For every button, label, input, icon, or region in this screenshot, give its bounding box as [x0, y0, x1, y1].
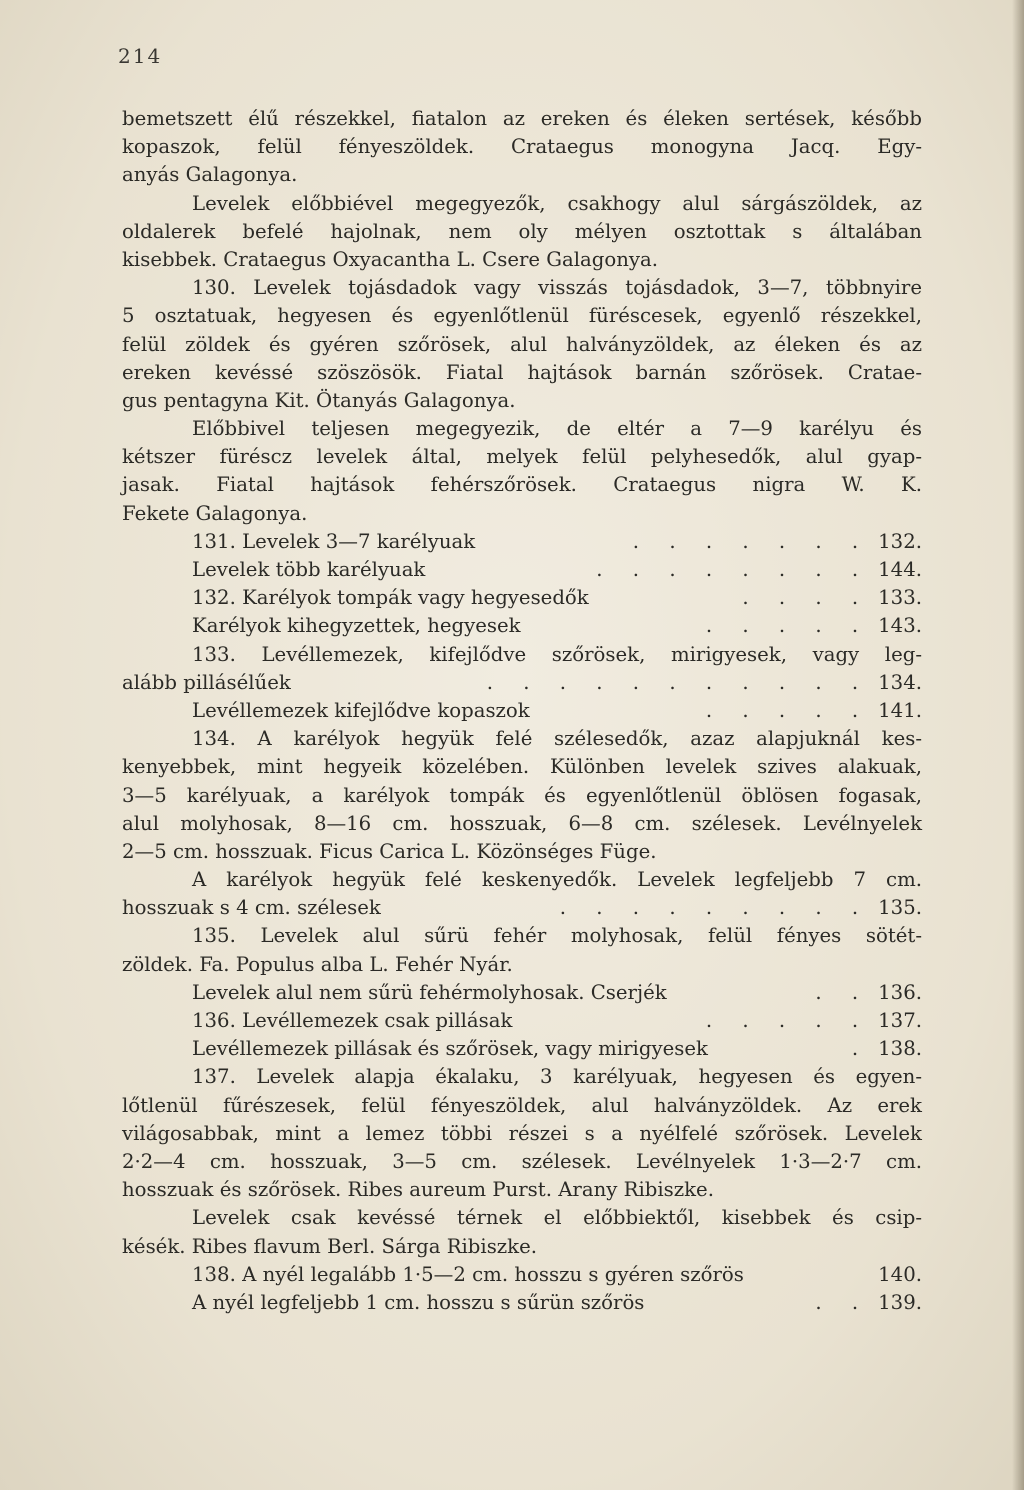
text-line: lőtlenül fűrészesek, felül fényeszöldek, alul halványzöldek. Az erek [122, 1093, 922, 1117]
key-entry-reference: 136. [878, 980, 922, 1004]
key-entry [122, 612, 922, 640]
key-entry-label: Levéllemezek pillásak és szőrösek, vagy mirigyesek [192, 1037, 708, 1061]
text-line: alul molyhosak, 8—16 cm. hosszuak, 6—8 cm. szélesek. Levélnyelek [122, 811, 922, 835]
text-line: kenyebbek, mint hegyeik közelében. Különben levelek szives alakuak, [122, 755, 922, 779]
key-entry-leader-dots: . . . . . [705, 1009, 871, 1032]
text-line: kisebbek. Crataegus Oxyacantha L. Csere Galagonya. [122, 247, 659, 271]
key-entry-leader-dots: . . . . . [705, 698, 871, 722]
key-entry-leader-dots: . . . . [742, 586, 871, 610]
key-entry-label: 132. Karélyok tompák vagy hegyesedők [192, 586, 589, 610]
key-entry [122, 1261, 922, 1289]
page-edge-shadow [1012, 0, 1024, 1490]
key-entry [122, 979, 922, 1007]
text-line: Levelek csak kevéssé térnek el előbbiektől, kisebbek és csip- [192, 1206, 922, 1230]
key-entry-leader-dots: . . . . . . . . [596, 558, 871, 581]
text-line: A karélyok hegyük felé keskenyedők. Levelek legfeljebb 7 cm. [192, 868, 922, 892]
key-entry-reference: 133. [878, 586, 922, 610]
text-line: 137. Levelek alapja ékalaku, 3 karélyuak, hegyesen és egyen- [192, 1065, 922, 1089]
key-entry-reference: 140. [878, 1262, 922, 1286]
page-number: 214 [118, 44, 163, 68]
key-entry-leader-dots: . . [815, 980, 871, 1004]
key-entry-leader-dots: . . . . . . . . . . . [486, 670, 871, 694]
text-line: 5 osztatuak, hegyesen és egyenlőtlenül füréscesek, egyenlő részekkel, [122, 304, 922, 328]
text-line: 135. Levelek alul sűrü fehér molyhosak, felül fényes sötét- [192, 924, 922, 948]
text-line: 134. A karélyok hegyük felé szélesedők, azaz alapjuknál kes- [192, 727, 922, 751]
key-entry-reference: 137. [878, 1009, 922, 1032]
text-line: kétszer füréscz levelek által, melyek felül pelyhesedők, alul gyap- [122, 445, 922, 469]
key-entry-leader-dots: . [851, 1037, 871, 1061]
key-entry-label: Levéllemezek kifejlődve kopaszok [192, 698, 530, 722]
text-line: 130. Levelek tojásdadok vagy visszás tojásdadok, 3—7, többnyire [192, 276, 922, 300]
text-line: Előbbivel teljesen megegyezik, de eltér a 7—9 karélyu és [192, 417, 922, 441]
page-body-text [122, 105, 922, 1317]
key-entry-reference: 139. [878, 1290, 922, 1314]
text-line: gus pentagyna Kit. Ötanyás Galagonya. [122, 388, 516, 412]
text-line: bemetszett élű részekkel, fiatalon az ereken és éleken sertések, később [122, 107, 922, 130]
key-entry-leader-dots [744, 1261, 878, 1289]
text-line: 2·2—4 cm. hosszuak, 3—5 cm. szélesek. Levélnyelek 1·3—2·7 cm. [122, 1149, 922, 1173]
text-line: kopaszok, felül fényeszöldek. Crataegus monogyna Jacq. Egy- [122, 135, 922, 159]
text-line: ereken kevéssé szöszösök. Fiatal hajtások barnán szőrösek. Cratae- [122, 360, 922, 384]
text-line: késék. Ribes flavum Berl. Sárga Ribiszke. [122, 1234, 538, 1258]
key-entry [122, 528, 922, 556]
text-line: hosszuak és szőrösek. Ribes aureum Purst. Arany Ribiszke. [122, 1178, 714, 1202]
key-entry-label: Karélyok kihegyzettek, hegyesek [192, 614, 521, 638]
key-entry [122, 556, 922, 584]
key-entry-reference: 134. [878, 670, 922, 694]
text-line: világosabbak, mint a lemez többi részei s a nyélfelé szőrösek. Levelek [122, 1121, 922, 1145]
key-entry-reference: 132. [878, 529, 922, 553]
key-entry-label: 131. Levelek 3—7 karélyuak [192, 529, 476, 553]
key-entry-reference: 135. [878, 896, 922, 920]
key-entry-leader-dots: . . . . . [705, 614, 871, 638]
text-line: 133. Levéllemezek, kifejlődve szőrösek, mirigyesek, vagy leg- [192, 642, 922, 666]
key-entry [122, 669, 922, 697]
key-entry [122, 584, 922, 612]
key-entry-leader-dots: . . [815, 1290, 871, 1314]
text-line: zöldek. Fa. Populus alba L. Fehér Nyár. [122, 952, 513, 976]
key-entry-label: 138. A nyél legalább 1·5—2 cm. hosszu s gyéren szőrös [192, 1262, 744, 1286]
text-line: Levelek előbbiével megegyezők, csakhogy alul sárgászöldek, az [192, 191, 922, 215]
key-entry-label: Levelek alul nem sűrü fehérmolyhosak. Cserjék [192, 980, 667, 1004]
key-entry-leader-dots: . . . . . . . [632, 529, 871, 553]
key-entry-reference: 143. [878, 614, 922, 638]
key-entry-label: A nyél legfeljebb 1 cm. hosszu s sűrün szőrös [192, 1290, 645, 1314]
key-entry [122, 697, 922, 725]
key-entry-leader-dots: . . . . . . . . . [559, 896, 871, 920]
key-entry-reference: 138. [878, 1037, 922, 1061]
text-line: 3—5 karélyuak, a karélyok tompák és egyenlőtlenül öblösen fogasak, [122, 783, 922, 807]
key-entry-reference: 144. [878, 558, 922, 581]
key-entry-label: alább pillásélűek [122, 670, 291, 694]
text-line: Fekete Galagonya. [122, 501, 308, 525]
key-entry [122, 1035, 922, 1063]
text-line: jasak. Fiatal hajtások fehérszőrösek. Crataegus nigra W. K. [122, 473, 922, 497]
text-line: anyás Galagonya. [122, 163, 298, 187]
key-entry-label: Levelek több karélyuak [192, 558, 426, 581]
key-entry-reference: 141. [878, 698, 922, 722]
key-entry-label: 136. Levéllemezek csak pillásak [192, 1009, 513, 1032]
text-line: felül zöldek és gyéren szőrösek, alul halványzöldek, az éleken és az [122, 332, 922, 356]
key-entry [122, 894, 922, 922]
key-entry [122, 1289, 922, 1317]
text-line: 2—5 cm. hosszuak. Ficus Carica L. Közönséges Füge. [122, 839, 657, 863]
key-entry [122, 1007, 922, 1035]
text-line: oldalerek befelé hajolnak, nem oly mélyen osztottak s általában [122, 219, 922, 243]
key-entry-label: hosszuak s 4 cm. szélesek [122, 896, 381, 920]
